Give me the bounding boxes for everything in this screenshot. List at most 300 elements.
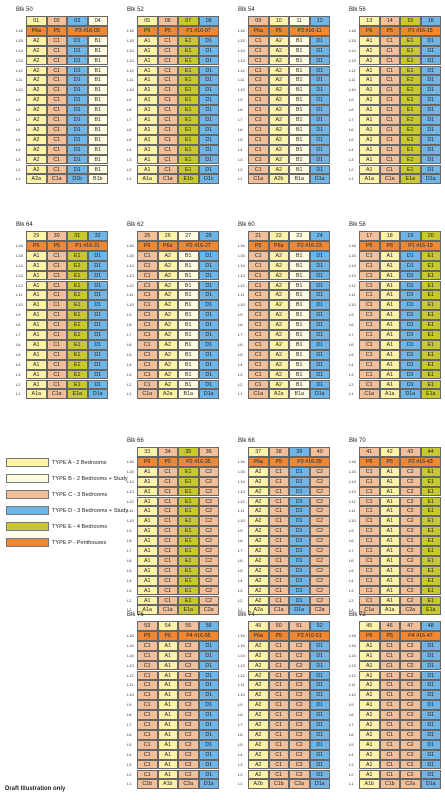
unit-type-cell: C1 xyxy=(269,680,290,690)
unit-type-cell: D1 xyxy=(421,95,442,105)
level-label: L8 xyxy=(238,322,243,328)
unit-type-cell: A2 xyxy=(269,320,290,330)
level-label: L14 xyxy=(238,652,245,658)
unit-type-cell: D1 xyxy=(310,300,331,310)
unit-type-cell: C1 xyxy=(248,165,269,175)
unit-type-cell: E1 xyxy=(421,380,442,390)
unit-type-cell: B1 xyxy=(289,56,310,66)
unit-type-cell: A1 xyxy=(380,330,401,340)
penthouse-cell: P5 xyxy=(158,26,179,36)
ground-unit-cell: D1a xyxy=(199,779,220,789)
unit-type-cell: D1 xyxy=(199,360,220,370)
unit-type-cell: A1 xyxy=(137,125,158,135)
unit-number-cell: 27 xyxy=(178,231,199,241)
unit-type-cell: D1 xyxy=(421,651,442,661)
ground-unit-cell: C1a xyxy=(47,174,68,184)
ground-unit-cell: D1a xyxy=(310,174,331,184)
unit-type-cell: C1 xyxy=(380,125,401,135)
level-label: L15 xyxy=(238,642,245,648)
ground-unit-cell: C1a xyxy=(137,389,158,399)
unit-type-cell: E1 xyxy=(67,350,88,360)
unit-type-cell: B1 xyxy=(289,261,310,271)
level-label: L11 xyxy=(238,682,245,688)
unit-type-cell: D1 xyxy=(400,290,421,300)
level-label: L13 xyxy=(349,488,356,494)
unit-type-cell: C1 xyxy=(137,641,158,651)
level-label: L12 xyxy=(238,672,245,678)
unit-type-cell: A2 xyxy=(158,251,179,261)
unit-type-cell: D1 xyxy=(289,526,310,536)
unit-type-cell: D1 xyxy=(199,651,220,661)
legend-label: TYPE C - 3 Bedrooms xyxy=(52,492,108,498)
unit-type-cell: A1 xyxy=(359,710,380,720)
level-label: L7 xyxy=(16,332,21,337)
unit-number-cell: 54 xyxy=(158,621,179,631)
penthouse-cell: P1 #16-15 xyxy=(400,26,441,36)
penthouse-cell: P1 #16-07 xyxy=(178,26,219,36)
unit-type-cell: C1 xyxy=(359,290,380,300)
level-label: L6 xyxy=(16,126,21,132)
unit-type-cell: E1 xyxy=(421,370,442,380)
ground-unit-cell: C1a xyxy=(269,605,290,615)
level-label: L5 xyxy=(238,567,243,573)
level-label: L5 xyxy=(238,136,243,142)
level-label: L2 xyxy=(238,166,243,172)
level-label: L2 xyxy=(127,771,132,777)
block-blk-50 xyxy=(16,7,108,194)
unit-number-cell: 29 xyxy=(26,231,47,241)
penthouse-cell: P5 xyxy=(269,631,290,641)
unit-number-cell: 35 xyxy=(178,447,199,457)
unit-type-cell: A1 xyxy=(359,680,380,690)
unit-type-cell: A1 xyxy=(137,115,158,125)
unit-type-cell: C1 xyxy=(380,641,401,651)
unit-type-cell: A1 xyxy=(380,271,401,281)
unit-type-cell: A2 xyxy=(248,467,269,477)
unit-type-cell: C1 xyxy=(380,680,401,690)
level-label: L5 xyxy=(16,136,21,142)
unit-type-cell: E1 xyxy=(400,95,421,105)
unit-type-cell: E1 xyxy=(400,66,421,76)
unit-number-cell: 32 xyxy=(88,231,109,241)
level-label: L9 xyxy=(349,528,354,534)
unit-type-cell: A1 xyxy=(158,730,179,740)
ground-unit-cell: C2a xyxy=(400,605,421,615)
penthouse-cell: P6 xyxy=(359,631,380,641)
unit-type-cell: D1 xyxy=(199,165,220,175)
unit-type-cell: D1 xyxy=(199,330,220,340)
unit-type-cell: C1 xyxy=(359,340,380,350)
unit-type-cell: A2 xyxy=(269,330,290,340)
unit-type-cell: D1 xyxy=(199,700,220,710)
unit-number-cell: 43 xyxy=(400,447,421,457)
level-label: L8 xyxy=(238,712,243,718)
unit-type-cell: E1 xyxy=(178,497,199,507)
unit-type-cell: D1 xyxy=(310,641,331,651)
unit-type-cell: D1 xyxy=(310,56,331,66)
unit-type-cell: A1 xyxy=(380,506,401,516)
unit-type-cell: A1 xyxy=(137,155,158,165)
unit-type-cell: C2 xyxy=(199,536,220,546)
unit-type-cell: C1 xyxy=(137,271,158,281)
unit-type-cell: C1 xyxy=(269,497,290,507)
unit-type-cell: D1 xyxy=(421,56,442,66)
unit-type-cell: D1 xyxy=(421,720,442,730)
ground-unit-cell: C1a xyxy=(359,389,380,399)
unit-type-cell: A1 xyxy=(359,690,380,700)
unit-type-cell: A1 xyxy=(359,641,380,651)
unit-type-cell: C1 xyxy=(248,56,269,66)
unit-type-cell: C1 xyxy=(248,300,269,310)
unit-type-cell: D1 xyxy=(421,730,442,740)
legend-swatch xyxy=(6,474,49,483)
level-label: L5 xyxy=(16,351,21,357)
level-label: L2 xyxy=(349,166,354,172)
unit-type-cell: B1 xyxy=(289,370,310,380)
level-label: L1 xyxy=(16,176,21,182)
level-label: L7 xyxy=(349,117,354,122)
ground-unit-cell: D1a xyxy=(310,389,331,399)
unit-type-cell: D1 xyxy=(400,350,421,360)
unit-type-cell: C2 xyxy=(310,506,331,516)
unit-type-cell: A2 xyxy=(248,596,269,606)
unit-type-cell: C1 xyxy=(359,516,380,526)
level-label: L15 xyxy=(238,468,245,474)
block-title: Blk 72 xyxy=(349,612,366,618)
unit-type-cell: B1 xyxy=(178,340,199,350)
level-label: L9 xyxy=(16,97,21,103)
level-label: L1 xyxy=(238,391,243,397)
unit-type-cell: A2 xyxy=(269,85,290,95)
unit-type-cell: A2 xyxy=(248,506,269,516)
level-label: L9 xyxy=(238,312,243,318)
unit-type-cell: D1 xyxy=(199,750,220,760)
unit-type-cell: A1 xyxy=(359,66,380,76)
unit-type-cell: D1 xyxy=(199,310,220,320)
unit-type-cell: D1 xyxy=(67,105,88,115)
legend-item-type-d xyxy=(6,506,129,516)
ground-unit-cell: D1a xyxy=(421,174,442,184)
ground-unit-cell: A1a xyxy=(359,174,380,184)
unit-type-cell: B1 xyxy=(289,340,310,350)
level-label: L14 xyxy=(349,262,356,268)
level-label: L10 xyxy=(238,87,245,93)
unit-type-cell: A1 xyxy=(359,155,380,165)
unit-type-cell: C1 xyxy=(269,477,290,487)
unit-type-cell: D1 xyxy=(289,586,310,596)
level-label: L8 xyxy=(127,538,132,544)
penthouse-cell: P6 xyxy=(380,241,401,251)
unit-type-cell: A1 xyxy=(359,125,380,135)
level-label: L16 xyxy=(16,242,23,248)
unit-type-cell: A2 xyxy=(269,271,290,281)
unit-type-cell: E1 xyxy=(178,125,199,135)
unit-type-cell: A1 xyxy=(359,105,380,115)
unit-type-cell: B1 xyxy=(289,350,310,360)
unit-type-cell: C1 xyxy=(269,641,290,651)
unit-type-cell: D1 xyxy=(421,671,442,681)
unit-type-cell: A2 xyxy=(269,251,290,261)
unit-type-cell: E1 xyxy=(400,105,421,115)
unit-number-cell: 30 xyxy=(47,231,68,241)
unit-type-cell: E1 xyxy=(400,115,421,125)
level-label: L10 xyxy=(238,302,245,308)
unit-type-cell: E1 xyxy=(178,145,199,155)
unit-type-cell: D1 xyxy=(199,690,220,700)
unit-number-cell: 16 xyxy=(421,16,442,26)
unit-type-cell: C2 xyxy=(310,566,331,576)
unit-type-cell: D1 xyxy=(421,740,442,750)
unit-type-cell: C1 xyxy=(137,690,158,700)
unit-type-cell: C2 xyxy=(400,690,421,700)
unit-type-cell: E1 xyxy=(400,85,421,95)
unit-number-cell: 23 xyxy=(289,231,310,241)
unit-type-cell: C1 xyxy=(269,526,290,536)
unit-type-cell: C1 xyxy=(359,380,380,390)
unit-type-cell: D1 xyxy=(199,56,220,66)
level-label: L10 xyxy=(349,692,356,698)
unit-type-cell: A1 xyxy=(26,350,47,360)
unit-type-cell: B1 xyxy=(88,135,109,145)
unit-type-cell: B1 xyxy=(289,281,310,291)
level-label: L9 xyxy=(349,702,354,708)
unit-type-cell: C2 xyxy=(178,680,199,690)
unit-type-cell: A1 xyxy=(380,350,401,360)
penthouse-cell: P3 #16-39 xyxy=(289,457,330,467)
level-label: L14 xyxy=(349,652,356,658)
level-label: L5 xyxy=(127,351,132,357)
unit-type-cell: D1 xyxy=(88,300,109,310)
level-label: L3 xyxy=(349,587,354,593)
unit-type-cell: D1 xyxy=(67,56,88,66)
unit-type-cell: E1 xyxy=(421,281,442,291)
unit-type-cell: E1 xyxy=(421,290,442,300)
level-label: L2 xyxy=(16,381,21,387)
unit-type-cell: E1 xyxy=(421,526,442,536)
unit-type-cell: C1 xyxy=(158,516,179,526)
unit-type-cell: E1 xyxy=(67,251,88,261)
unit-type-cell: D1 xyxy=(67,135,88,145)
unit-type-cell: C1 xyxy=(359,360,380,370)
level-label: L8 xyxy=(349,322,354,328)
legend-swatch xyxy=(6,522,49,531)
unit-number-cell: 18 xyxy=(380,231,401,241)
unit-type-cell: C1 xyxy=(47,85,68,95)
unit-type-cell: C2 xyxy=(199,487,220,497)
unit-type-cell: C1 xyxy=(137,310,158,320)
unit-number-cell: 05 xyxy=(137,16,158,26)
level-label: L2 xyxy=(238,771,243,777)
ground-unit-cell: C2a xyxy=(178,779,199,789)
unit-type-cell: C1 xyxy=(380,750,401,760)
unit-type-cell: D1 xyxy=(310,380,331,390)
unit-type-cell: C2 xyxy=(400,586,421,596)
unit-type-cell: A1 xyxy=(359,700,380,710)
unit-type-cell: C1 xyxy=(158,526,179,536)
level-label: L11 xyxy=(127,682,134,688)
penthouse-cell: P5 xyxy=(47,26,68,36)
unit-type-cell: A1 xyxy=(26,261,47,271)
level-label: L10 xyxy=(238,518,245,524)
unit-type-cell: C1 xyxy=(47,125,68,135)
level-label: L7 xyxy=(127,117,132,122)
unit-type-cell: C1 xyxy=(269,536,290,546)
unit-type-cell: A2 xyxy=(269,36,290,46)
unit-type-cell: C1 xyxy=(47,320,68,330)
level-label: L12 xyxy=(349,67,356,73)
level-label: L15 xyxy=(349,37,356,43)
unit-type-cell: A1 xyxy=(158,690,179,700)
unit-type-cell: D1 xyxy=(67,165,88,175)
level-label: L5 xyxy=(238,741,243,747)
level-label: L6 xyxy=(127,126,132,132)
unit-type-cell: E1 xyxy=(421,586,442,596)
level-label: L14 xyxy=(127,262,134,268)
level-label: L16 xyxy=(349,632,356,638)
ground-unit-cell: C1a xyxy=(158,605,179,615)
level-label: L3 xyxy=(238,156,243,162)
unit-type-cell: C1 xyxy=(269,556,290,566)
unit-type-cell: D1 xyxy=(400,360,421,370)
unit-type-cell: D1 xyxy=(400,251,421,261)
unit-type-cell: C1 xyxy=(269,586,290,596)
unit-type-cell: C2 xyxy=(199,566,220,576)
legend-item-type-c xyxy=(6,490,126,500)
penthouse-cell: P4 #16-47 xyxy=(400,631,441,641)
unit-type-cell: C1 xyxy=(47,360,68,370)
level-label: L10 xyxy=(16,302,23,308)
unit-type-cell: C1 xyxy=(137,770,158,780)
unit-type-cell: A2 xyxy=(158,290,179,300)
unit-type-cell: C1 xyxy=(137,320,158,330)
block-blk-54 xyxy=(238,7,330,194)
unit-type-cell: C1 xyxy=(137,710,158,720)
unit-type-cell: D1 xyxy=(199,66,220,76)
unit-type-cell: C1 xyxy=(380,135,401,145)
unit-type-cell: D1 xyxy=(421,145,442,155)
unit-type-cell: A2 xyxy=(269,135,290,145)
level-label: L15 xyxy=(127,642,134,648)
unit-type-cell: C1 xyxy=(47,75,68,85)
unit-type-cell: C1 xyxy=(47,46,68,56)
level-label: L4 xyxy=(238,361,243,367)
unit-type-cell: A1 xyxy=(359,750,380,760)
unit-type-cell: A2 xyxy=(248,586,269,596)
unit-type-cell: E1 xyxy=(178,105,199,115)
unit-type-cell: D1 xyxy=(310,720,331,730)
unit-type-cell: A1 xyxy=(380,467,401,477)
unit-type-cell: C1 xyxy=(248,251,269,261)
unit-type-cell: A1 xyxy=(26,360,47,370)
unit-type-cell: D1 xyxy=(289,497,310,507)
unit-type-cell: E1 xyxy=(421,467,442,477)
unit-type-cell: C1 xyxy=(137,680,158,690)
unit-number-cell: 06 xyxy=(158,16,179,26)
unit-type-cell: B1 xyxy=(289,145,310,155)
penthouse-cell: P6 xyxy=(137,26,158,36)
level-label: L3 xyxy=(349,371,354,377)
level-label: L2 xyxy=(238,381,243,387)
unit-type-cell: C2 xyxy=(310,477,331,487)
unit-type-cell: C2 xyxy=(289,770,310,780)
level-label: L16 xyxy=(127,458,134,464)
unit-type-cell: D1 xyxy=(310,46,331,56)
unit-type-cell: C2 xyxy=(289,641,310,651)
level-label: L13 xyxy=(349,272,356,278)
unit-type-cell: C1 xyxy=(359,251,380,261)
ground-unit-cell: C1b xyxy=(269,779,290,789)
unit-type-cell: A1 xyxy=(158,710,179,720)
unit-type-cell: B1 xyxy=(289,125,310,135)
unit-type-cell: B1 xyxy=(289,95,310,105)
unit-type-cell: D1 xyxy=(199,85,220,95)
unit-type-cell: B1 xyxy=(289,75,310,85)
ground-unit-cell: D1a xyxy=(289,605,310,615)
unit-type-cell: D1 xyxy=(67,145,88,155)
unit-type-cell: A2 xyxy=(26,145,47,155)
legend-label: TYPE E - 4 Bedrooms xyxy=(52,524,108,530)
unit-type-cell: A1 xyxy=(137,105,158,115)
unit-type-cell: D1 xyxy=(199,710,220,720)
penthouse-cell: P5 xyxy=(359,241,380,251)
unit-type-cell: D1 xyxy=(88,370,109,380)
unit-type-cell: B1 xyxy=(178,350,199,360)
unit-type-cell: C1 xyxy=(158,155,179,165)
block-title: Blk 76 xyxy=(127,612,144,618)
unit-type-cell: A2 xyxy=(248,680,269,690)
level-label: L14 xyxy=(16,47,23,53)
unit-type-cell: C1 xyxy=(359,467,380,477)
level-label: L13 xyxy=(16,272,23,278)
unit-type-cell: A1 xyxy=(137,566,158,576)
unit-type-cell: A1 xyxy=(380,340,401,350)
level-label: L9 xyxy=(127,702,132,708)
unit-type-cell: D1 xyxy=(88,271,109,281)
unit-type-cell: C1 xyxy=(380,115,401,125)
unit-type-cell: C1 xyxy=(158,95,179,105)
unit-type-cell: C1 xyxy=(158,75,179,85)
unit-type-cell: A1 xyxy=(26,281,47,291)
unit-type-cell: C1 xyxy=(158,566,179,576)
unit-type-cell: C1 xyxy=(158,165,179,175)
level-label: L15 xyxy=(127,37,134,43)
level-label: L8 xyxy=(238,107,243,113)
unit-number-cell: 31 xyxy=(67,231,88,241)
unit-type-cell: C1 xyxy=(47,340,68,350)
unit-type-cell: D1 xyxy=(310,36,331,46)
level-label: L15 xyxy=(16,37,23,43)
unit-type-cell: A2 xyxy=(269,370,290,380)
unit-type-cell: A2 xyxy=(26,75,47,85)
unit-type-cell: A2 xyxy=(269,66,290,76)
legend-item-type-b xyxy=(6,474,126,484)
unit-type-cell: D1 xyxy=(310,75,331,85)
unit-type-cell: C1 xyxy=(380,155,401,165)
level-label: L5 xyxy=(127,136,132,142)
unit-type-cell: A1 xyxy=(137,75,158,85)
unit-type-cell: C2 xyxy=(199,556,220,566)
level-label: L1 xyxy=(238,781,243,787)
unit-type-cell: C1 xyxy=(248,310,269,320)
level-label: L4 xyxy=(16,361,21,367)
ground-unit-cell: D1a xyxy=(310,779,331,789)
level-label: L14 xyxy=(349,47,356,53)
unit-type-cell: C1 xyxy=(248,95,269,105)
level-label: L12 xyxy=(16,67,23,73)
unit-type-cell: C2 xyxy=(310,516,331,526)
unit-type-cell: C2 xyxy=(400,671,421,681)
unit-type-cell: C1 xyxy=(269,710,290,720)
